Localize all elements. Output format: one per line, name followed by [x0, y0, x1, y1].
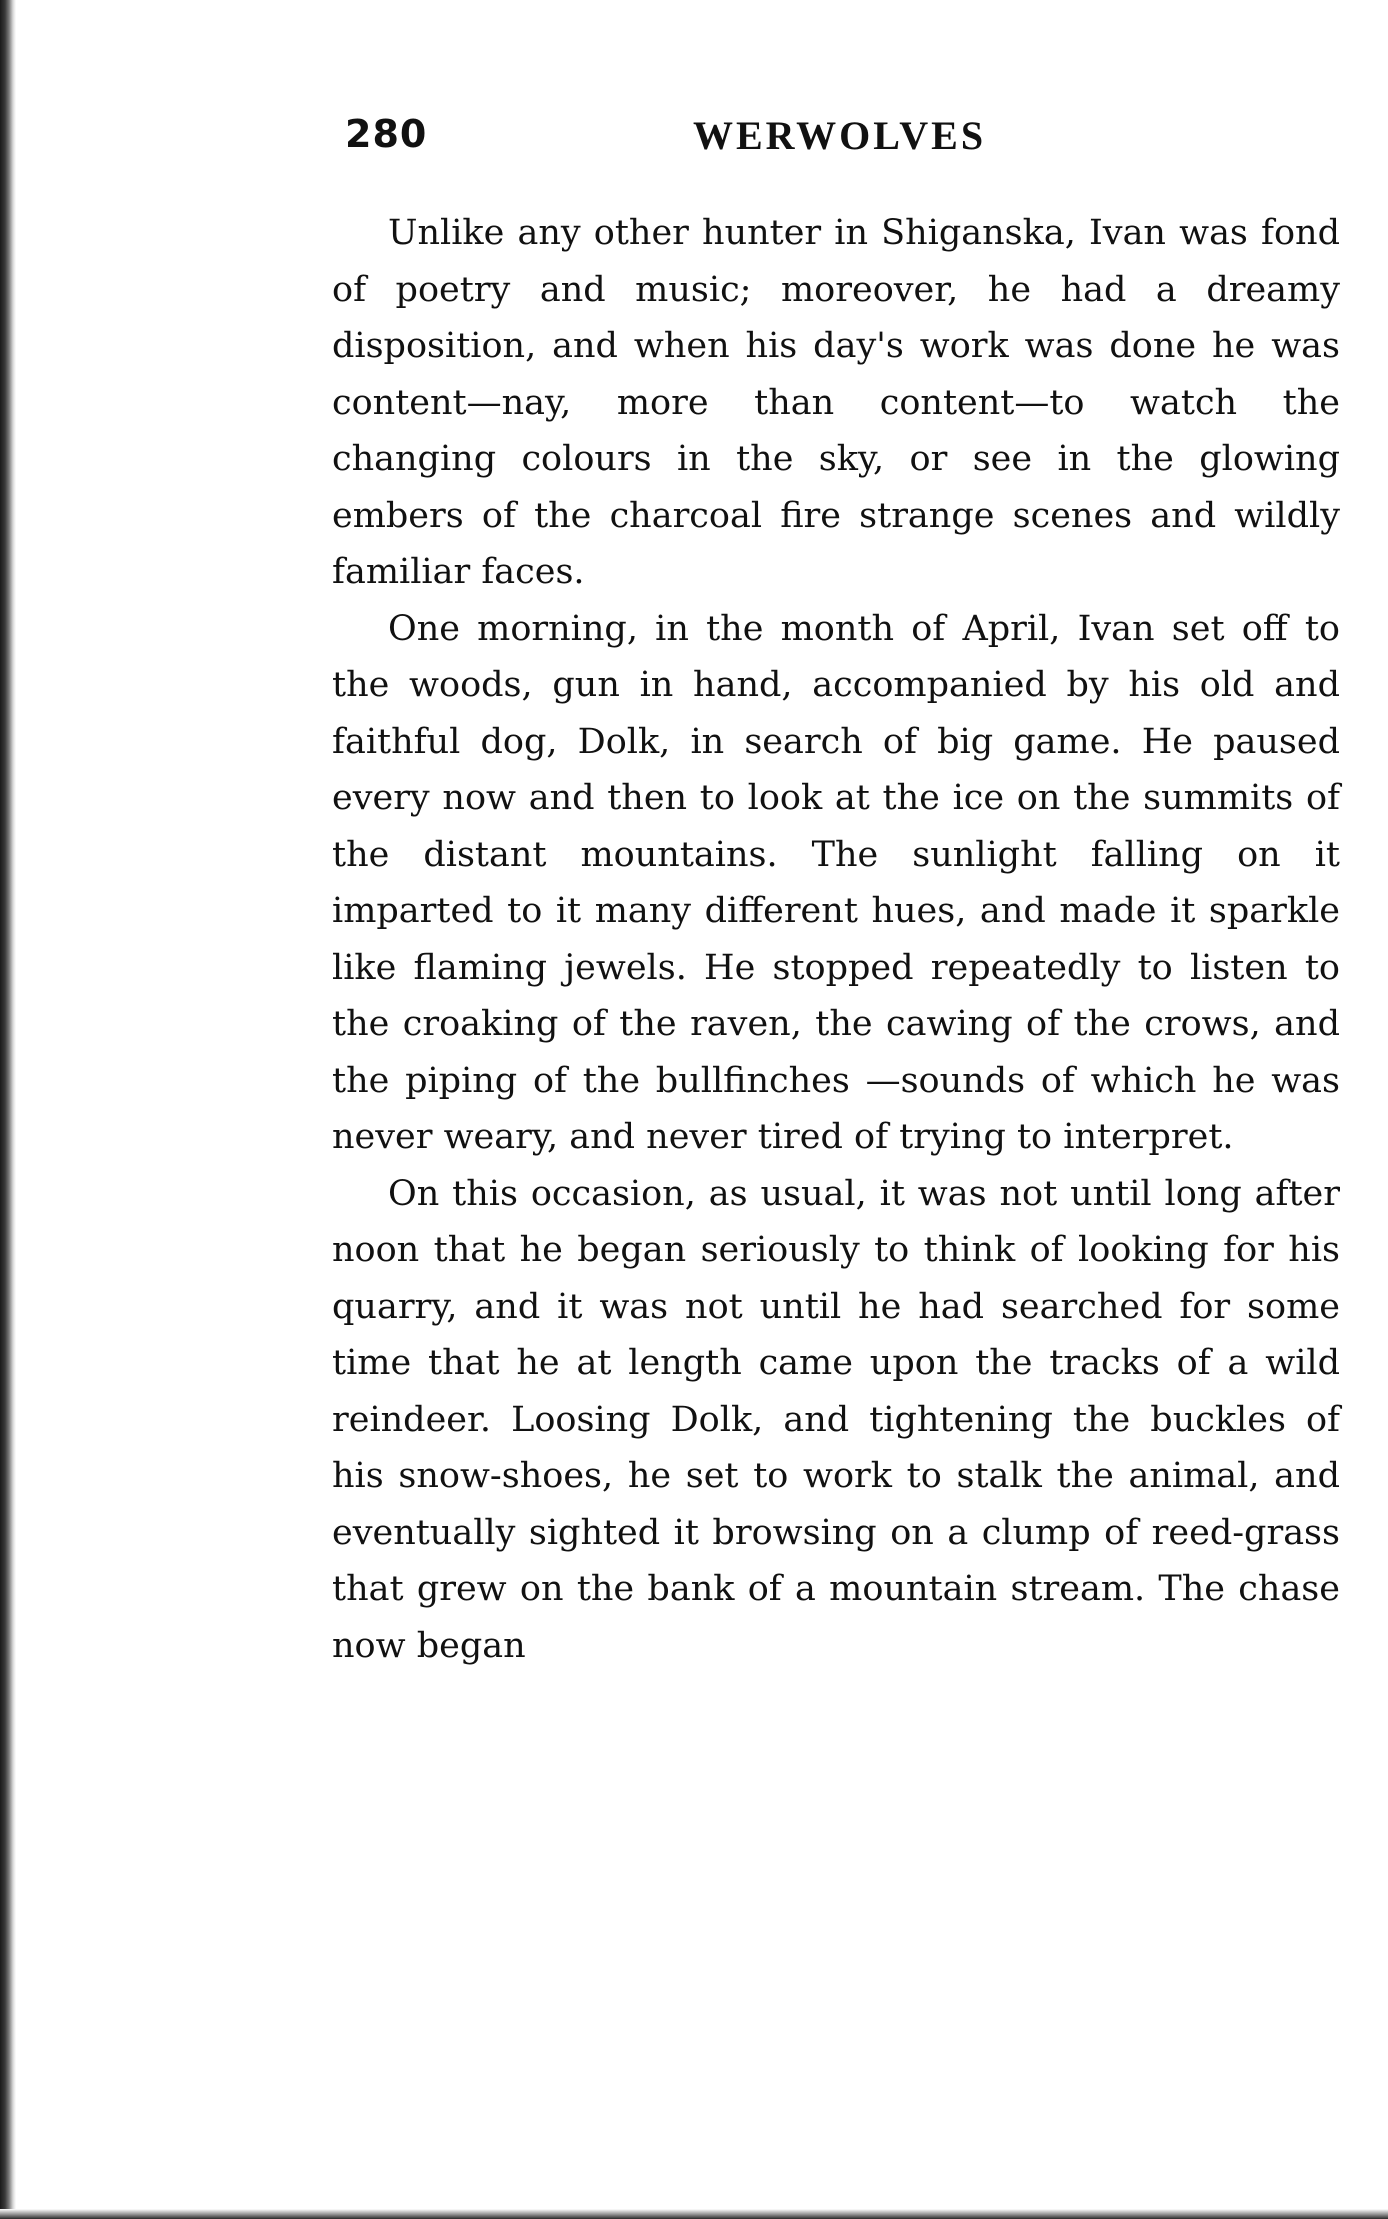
body-text — [332, 205, 1340, 1674]
paragraph-2: One morning, in the month of April, Ivan set off to the woods, gun in hand, accompanied by his old and faithful dog, Dolk, in search of big game. He paused every now and then to look at the ice on the summits of the distant mountains. The sunlight falling on it imparted to it many different hues, and made it sparkle like flaming jewels. He stopped repeatedly to listen to the croaking of the raven, the cawing of the crows, and the piping of the bullfinches —sounds of which he was never weary, and never tired of trying to interpret. — [332, 608, 1340, 1157]
paragraph-1: Unlike any other hunter in Shiganska, Ivan was fond of poetry and music; moreover, he had a dreamy disposition, and when his day's work was done he was content—nay, more than content—to watch the changing colours in the sky, or see in the glowing embers of the charcoal fire strange scenes and wildly familiar faces. — [332, 213, 1340, 592]
page-number: 280 — [345, 112, 428, 156]
page-bottom-edge — [0, 2209, 1388, 2219]
running-title: WERWOLVES — [693, 113, 987, 158]
page-binding-edge — [0, 0, 16, 2219]
paragraph-3: On this occasion, as usual, it was not until long after noon that he began seriously to think of looking for his quarry, and it was not until he had searched for some time that he at length came upon the tracks of a wild reindeer. Loosing Dolk, and tightening the buckles of his snow-shoes, he set to work to stalk the animal, and eventually sighted it browsing on a clump of reed-grass that grew on the bank of a mountain stream. The chase now began — [332, 1173, 1340, 1666]
page-header — [345, 112, 1345, 172]
